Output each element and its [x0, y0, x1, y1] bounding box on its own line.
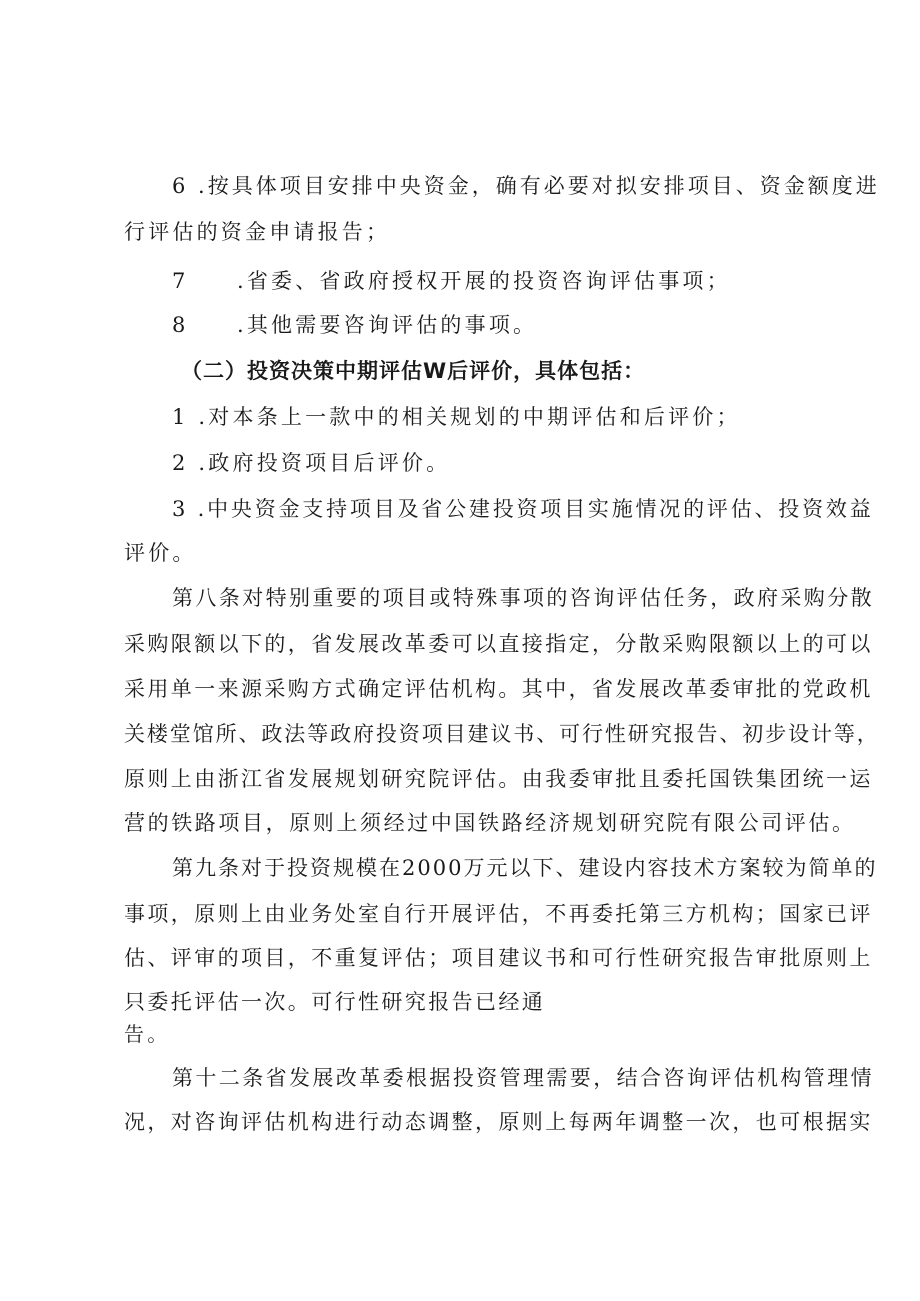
article-9-line-1: 第九条对于投资规模在2000万元以下、建设内容技术方案较为简单的 — [172, 856, 878, 880]
article-9-line-2: 事项，原则上由业务处室自行开展评估，不再委托第三方机构；国家已评 — [124, 902, 873, 926]
item-6-line-1: 6 .按具体项目安排中央资金，确有必要对拟安排项目、资金额度进 — [172, 174, 880, 198]
article-12-line-1: 第十二条省发展改革委根据投资管理需要，结合咨询评估机构管理情 — [172, 1066, 874, 1090]
article-9-line-5: 告。 — [124, 1022, 171, 1046]
article-8-line-1: 第八条对特别重要的项目或特殊事项的咨询评估任务，政府采购分散 — [172, 586, 874, 610]
section-heading: （二）投资决策中期评估W后评价，具体包括： — [181, 359, 646, 383]
item-8: 8 .其他需要咨询评估的事项。 — [172, 313, 538, 337]
article-9-line-3: 估、评审的项目，不重复评估；项目建议书和可行性研究报告审批原则上 — [124, 946, 873, 970]
article-8-line-3: 采用单一来源采购方式确定评估机构。其中，省发展改革委审批的党政机 — [124, 677, 873, 701]
item-7: 7 .省委、省政府授权开展的投资咨询评估事项； — [172, 269, 731, 293]
article-12-line-2: 况，对咨询评估机构进行动态调整，原则上每两年调整一次，也可根据实 — [124, 1110, 873, 1134]
article-9-line-4: 只委托评估一次。可行性研究报告已经通 — [124, 990, 546, 1014]
article-8-line-6: 营的铁路项目，原则上须经过中国铁路经济规划研究院有限公司评估。 — [124, 811, 856, 835]
subitem-2: 2 .政府投资项目后评价。 — [172, 451, 451, 475]
subitem-3-line-2: 评价。 — [124, 541, 197, 565]
subitem-3-line-1: 3 .中央资金支持项目及省公建投资项目实施情况的评估、投资效益 — [172, 497, 874, 521]
article-8-line-4: 关楼堂馆所、政法等政府投资项目建议书、可行性研究报告、初步设计等， — [124, 722, 880, 746]
article-8-line-2: 采购限额以下的，省发展改革委可以直接指定，分散采购限额以上的可以 — [124, 632, 873, 656]
article-8-line-5: 原则上由浙江省发展规划研究院评估。由我委审批且委托国铁集团统一运 — [124, 767, 873, 791]
subitem-1: 1 .对本条上一款中的相关规划的中期评估和后评价； — [172, 405, 741, 429]
item-6-line-2: 行评估的资金申请报告； — [124, 220, 391, 244]
